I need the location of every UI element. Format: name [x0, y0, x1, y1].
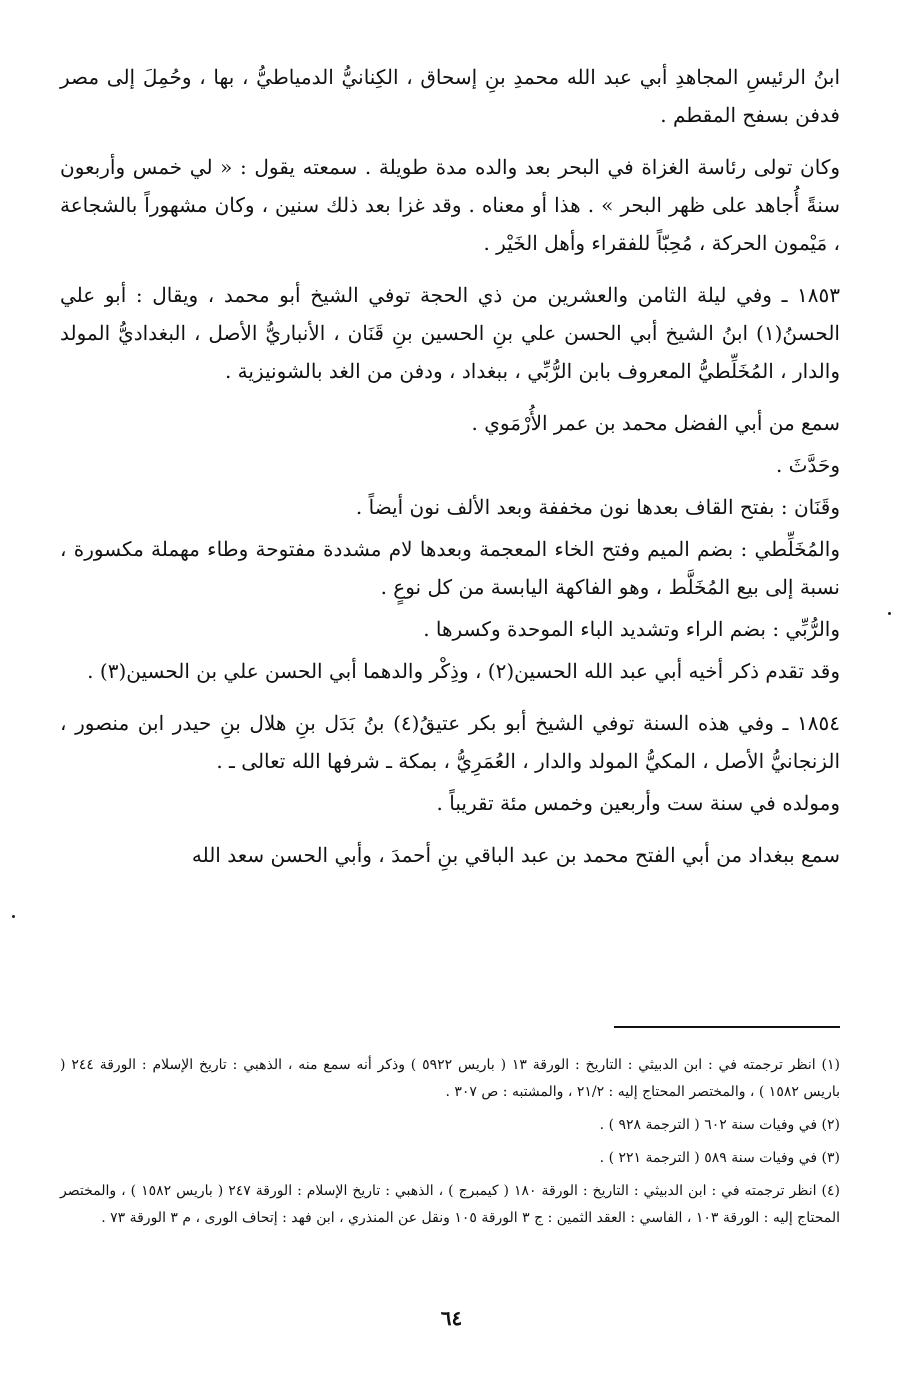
footnote-4: (٤) انظر ترجمته في : ابن الدبيثي : التاريخ : الورقة ١٨٠ ( كيمبرج ) ، الذهبي : تاريخ الإسلام : الورقة ٢٤٧ ( باريس ١٥٨٢ ) ، والمختصر المحتاج إليه : الورقة ١٠٣ ، الفاسي : العقد الثمين : ج ٣ الورقة ١٠٥ ونقل عن المنذري ، ابن فهد : إتحاف الورى ، م ٣ الورقة ٧٣ . — [60, 1183, 840, 1226]
entry-1854: ١٨٥٤ ـ وفي هذه السنة توفي الشيخ أبو بكر عتيقُ(٤) بنُ بَدَل بنِ هلال بنِ حيدر ابن منصور ، الزنجانيُّ الأصل ، المكيُّ المولد والدار ، العُمَرِيُّ ، بمكة ـ شرفها الله تعالى ـ . — [60, 711, 840, 773]
scan-speck — [888, 612, 891, 615]
scan-speck — [12, 915, 15, 918]
footnotes — [60, 1052, 840, 1238]
paragraph-cross-reference: وقد تقدم ذكر أخيه أبي عبد الله الحسين(٢) ، وذِكْر والدهما أبي الحسن علي بن الحسين(٣) . — [87, 659, 840, 683]
paragraph-continuation: ابنُ الرئيسِ المجاهدِ أبي عبد الله محمدِ بنِ إسحاق ، الكِنانيُّ الدمياطيُّ ، بها ، وحُمِلَ إلى مصر فدفن بسفح المقطم . — [60, 65, 840, 127]
footnote-2: (٢) في وفيات سنة ٦٠٢ ( الترجمة ٩٢٨ ) . — [599, 1117, 840, 1133]
footnote-1: (١) انظر ترجمته في : ابن الدبيثي : التاريخ : الورقة ١٣ ( باريس ٥٩٢٢ ) وذكر أنه سمع منه ، الذهبي : تاريخ الإسلام : الورقة ٢٤٤ ( باريس ١٥٨٢ ) ، والمختصر المحتاج إليه : ٢١/٢ ، والمشتبه : ص ٣٠٧ . — [60, 1057, 840, 1100]
note-mukhallati: والمُخَلِّطي : بضم الميم وفتح الخاء المعجمة وبعدها لام مشددة مفتوحة وطاء مهملة مكسورة ، نسبة إلى بيع المُخَلَّط ، وهو الفاكهة اليابسة من كل نوعٍ . — [60, 537, 840, 599]
footnote-3: (٣) في وفيات سنة ٥٨٩ ( الترجمة ٢٢١ ) . — [599, 1150, 840, 1166]
paragraph-birth: ومولده في سنة ست وأربعين وخمس مئة تقريباً . — [436, 791, 840, 815]
paragraph-naval-leadership: وكان تولى رئاسة الغزاة في البحر بعد والده مدة طويلة . سمعته يقول : « لي خمس وأربعون سنةً أُجاهد على ظهر البحر » . هذا أو معناه . وقد غزا بعد ذلك سنين ، وكان مشهوراً بالشجاعة ، مَيْمون الحركة ، مُحِبّاً للفقراء وأهل الخَيْر . — [60, 155, 840, 255]
entry-1853: ١٨٥٣ ـ وفي ليلة الثامن والعشرين من ذي الحجة توفي الشيخ أبو محمد ، ويقال : أبو علي الحسنُ(١) ابنُ الشيخ أبي الحسن علي بنِ الحسين بنِ قَنَان ، الأنباريُّ الأصل ، البغداديُّ المولد والدار ، المُخَلِّطيُّ المعروف بابن الرُّبِّي ، ببغداد ، ودفن من الغد بالشونيزية . — [60, 283, 841, 383]
note-qanan: وقَنَان : بفتح القاف بعدها نون مخففة وبعد الألف نون أيضاً . — [355, 495, 840, 519]
page-number: ٦٤ — [440, 1306, 463, 1330]
main-text — [60, 58, 840, 888]
paragraph-narrated: وحَدَّثَ . — [775, 453, 840, 477]
paragraph-heard-from: سمع من أبي الفضل محمد بن عمر الأُرْمَوي . — [471, 411, 840, 435]
paragraph-heard-baghdad: سمع ببغداد من أبي الفتح محمد بن عبد الباقي بنِ أحمدَ ، وأبي الحسن سعد الله — [191, 843, 840, 867]
footnote-divider — [614, 1026, 840, 1028]
note-rubbi: والرُّبِّي : بضم الراء وتشديد الباء الموحدة وكسرها . — [423, 617, 840, 641]
